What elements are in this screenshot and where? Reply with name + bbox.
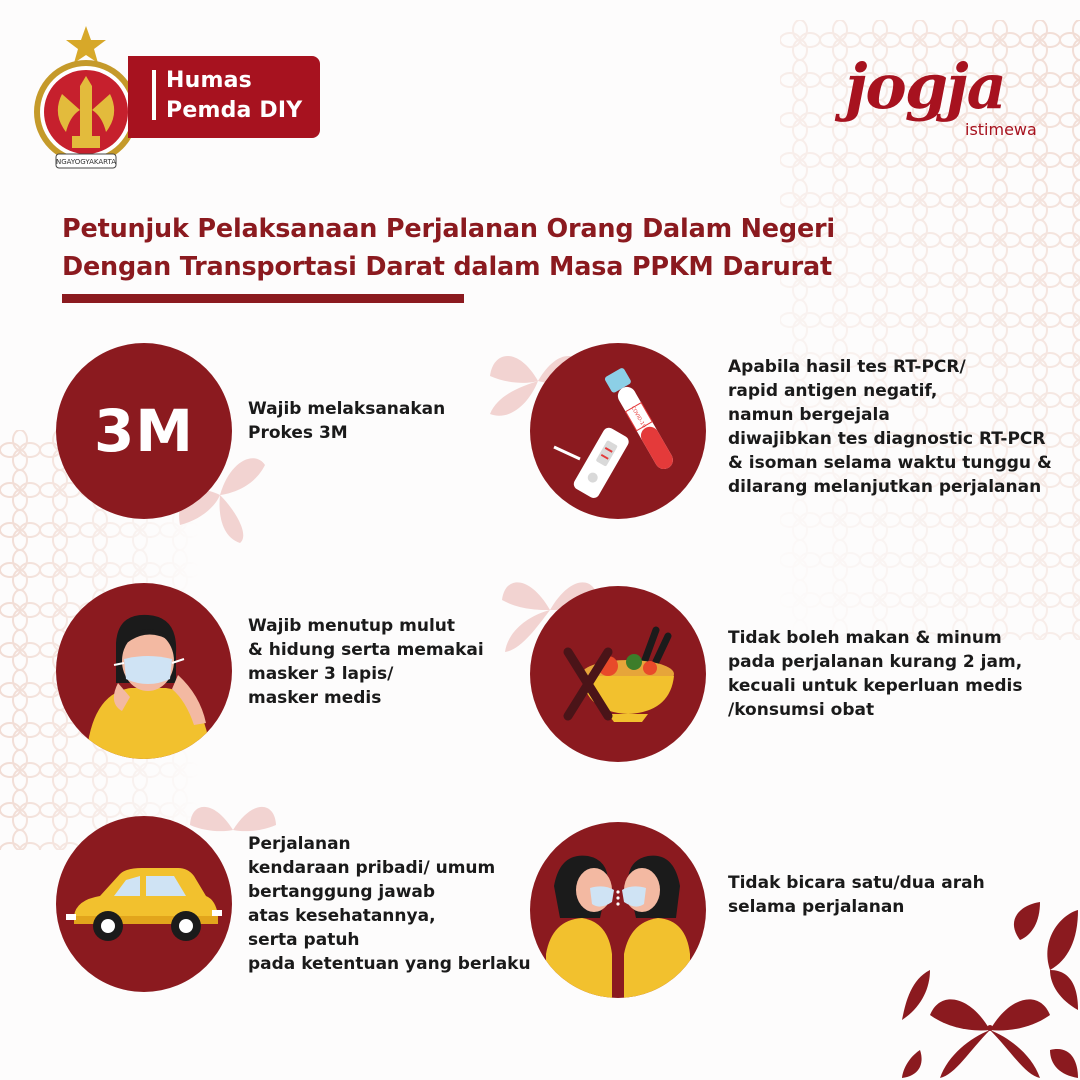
item-test-text: [728, 355, 1052, 499]
car-circle: [56, 816, 232, 992]
org-name-line1: Humas: [166, 68, 252, 93]
item-line: Tidak boleh makan & minum: [728, 628, 1002, 648]
item-line: atas kesehatannya,: [248, 906, 436, 926]
item-line: Perjalanan: [248, 834, 351, 854]
item-line: & isoman selama waktu tunggu &: [728, 453, 1052, 473]
badge-divider: [152, 70, 156, 120]
3m-text-icon: 3M: [93, 397, 195, 465]
jogja-istimewa-logo: [845, 50, 1045, 150]
corner-flower-decoration: [900, 900, 1080, 1080]
org-name-line2: Pemda DIY: [166, 98, 303, 123]
item-mask-text: [248, 614, 484, 710]
no-eating-circle: [530, 586, 706, 762]
item-line: Prokes 3M: [248, 423, 348, 443]
org-badge: [128, 56, 320, 138]
brand-tagline: istimewa: [965, 120, 1037, 139]
item-line: kecuali untuk keperluan medis: [728, 676, 1023, 696]
item-line: pada ketentuan yang berlaku: [248, 954, 531, 974]
title-underline: [62, 294, 464, 303]
3m-circle: [56, 343, 232, 519]
page-title: [62, 210, 835, 286]
item-eating-text: [728, 626, 1023, 722]
item-line: namun bergejala: [728, 405, 890, 425]
item-line: & hidung serta memakai: [248, 640, 484, 660]
item-line: pada perjalanan kurang 2 jam,: [728, 652, 1023, 672]
test-kit-icon: [530, 343, 706, 519]
item-line: masker 3 lapis/: [248, 664, 394, 684]
item-line: /konsumsi obat: [728, 700, 875, 720]
test-kit-label: COVID-19: [629, 405, 647, 430]
title-line-1: Petunjuk Pelaksanaan Perjalanan Orang Dalam Negeri: [62, 214, 835, 244]
item-line: serta patuh: [248, 930, 360, 950]
item-line: dilarang melanjutkan perjalanan: [728, 477, 1042, 497]
item-talking-text: [728, 871, 985, 919]
item-line: diwajibkan tes diagnostic RT-PCR: [728, 429, 1046, 449]
crest-text: NGAYOGYAKARTA: [55, 158, 117, 166]
item-line: selama perjalanan: [728, 897, 905, 917]
test-kit-circle: [530, 343, 706, 519]
item-line: Tidak bicara satu/dua arah: [728, 873, 985, 893]
no-talking-circle: [530, 822, 706, 998]
item-line: Wajib melaksanakan: [248, 399, 446, 419]
title-line-2: Dengan Transportasi Darat dalam Masa PPKM Darurat: [62, 252, 832, 282]
no-talking-icon: [530, 822, 706, 998]
item-line: Wajib menutup mulut: [248, 616, 455, 636]
item-line: Apabila hasil tes RT-PCR/: [728, 357, 966, 377]
item-line: bertanggung jawab: [248, 882, 436, 902]
item-line: rapid antigen negatif,: [728, 381, 938, 401]
item-3m-text: [248, 397, 445, 445]
car-icon: [56, 816, 232, 992]
item-line: masker medis: [248, 688, 382, 708]
item-line: kendaraan pribadi/ umum: [248, 858, 496, 878]
item-car-text: [248, 832, 531, 976]
face-mask-woman-icon: [56, 583, 232, 759]
no-eating-icon: [530, 586, 706, 762]
brand-word: jogja: [845, 50, 1005, 123]
mask-circle: [56, 583, 232, 759]
